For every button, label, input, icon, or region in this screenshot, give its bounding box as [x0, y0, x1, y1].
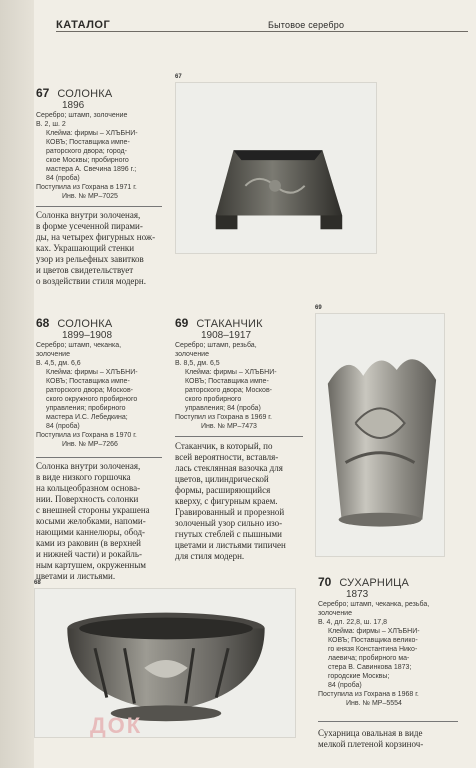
item-68-entry — [36, 316, 171, 449]
item-70-entry — [318, 575, 468, 708]
item-year: 1899–1908 — [62, 330, 113, 341]
item-title: СУХАРНИЦА — [339, 577, 410, 589]
salt-cellar-67-photo — [175, 82, 377, 254]
item-marks: Клейма: фирмы – ХЛЪБНИ- КОВЪ; Поставщика импе- раторского двора; Москов- ского окружного пробирного управления; пробирного мастера И.С. Лебедкина; 84 (проба) — [46, 369, 138, 430]
salt-cellar-68-photo — [34, 588, 296, 738]
item-materials: Серебро; штамп, чеканка, золочение В. 4,5, дм. 6,6 — [36, 342, 122, 367]
item-materials: Серебро; штамп, чеканка, резьба, золочение В. 4, дл. 22,8, ш. 17,8 — [318, 601, 430, 626]
item-number: 67 — [36, 86, 50, 100]
item-title: СОЛОНКА — [57, 88, 113, 100]
item-number: 70 — [318, 575, 332, 589]
item-67-entry — [36, 86, 171, 201]
divider — [36, 206, 162, 207]
item-title: СОЛОНКА — [57, 318, 113, 330]
item-69-description: Стаканчик, в который, по всей вероятности, вставля- лась стеклянная вазочка для цветов, цилиндрической формы, расширяющийся кверху, с фигурным краем. Гравированный и прорезной золоченый узор сильно изо- гнутых стеблей с пышными цветами и листьями типичен для стиля модерн. — [175, 441, 286, 561]
item-number: 68 — [36, 316, 50, 330]
beaker-69-photo — [315, 313, 445, 557]
divider — [175, 436, 303, 437]
figure-label: 67 — [175, 74, 182, 80]
item-67-description: Солонка внутри золоченая, в форме усеченной пирами- ды, на четырех фигурных нож- ках. Украшающий стенки узор из рельефных завитков и цветов свидетельствует о воздействии стиля модерн. — [36, 210, 156, 286]
figure-label: 68 — [34, 580, 41, 586]
item-70-description: Сухарница овальная в виде мелкой плетеной корзиноч- — [318, 728, 424, 749]
item-69-entry — [175, 316, 310, 431]
item-year: 1896 — [62, 100, 85, 111]
item-source: Поступила из Гохрана в 1968 г. Инв. № МР–5554 — [318, 691, 419, 707]
item-number: 69 — [175, 316, 189, 330]
item-source: Поступила из Гохрана в 1971 г. Инв. № МР–7025 — [36, 184, 137, 200]
item-marks: Клейма: фирмы – ХЛЪБНИ- КОВЪ; Поставщика импе- раторского двора; Москов- ского пробирного управления; 84 (проба) — [185, 369, 277, 412]
divider — [318, 721, 458, 722]
item-title: СТАКАНЧИК — [196, 318, 263, 330]
figure-label: 69 — [315, 305, 322, 311]
page-gutter — [0, 0, 34, 768]
item-source: Поступила из Гохрана в 1970 г. Инв. № МР–7266 — [36, 432, 137, 448]
item-marks: Клейма: фирмы – ХЛЪБНИ- КОВЪ; Поставщика велико- го князя Константина Нико- лаевича; пробирного ма- стера В. Савинкова 1873; городские Москвы; 84 (проба) — [328, 628, 420, 689]
item-year: 1908–1917 — [201, 330, 252, 341]
section-title: КАТАЛОГ — [56, 19, 111, 31]
divider — [36, 457, 162, 458]
item-68-description: Солонка внутри золоченая, в виде низкого горшочка на кольцеобразном основа- нии. Поверхность солонки с внешней стороны украшена косыми желобками, напоми- нающими каннелюры, обод- ками из раковин (в верхней и нижней части) и рокайль- ным картушем, окруженным цветами и листьями. — [36, 461, 150, 581]
header-rule — [56, 31, 468, 32]
item-marks: Клейма: фирмы – ХЛЪБНИ- КОВЪ; Поставщика импе- раторского двора; город- ское Москвы; пробирного мастера А. Свечина 1896 г.; 84 (проба) — [46, 130, 138, 182]
item-materials: Серебро; штамп, золочение В. 2, ш. 2 — [36, 112, 128, 128]
item-materials: Серебро; штамп, резьба, золочение В. 8,5, дм. 6,5 — [175, 342, 257, 367]
section-subtitle: Бытовое серебро — [268, 20, 345, 30]
item-source: Поступил из Гохрана в 1969 г. Инв. № МР–7473 — [175, 414, 272, 430]
item-year: 1873 — [346, 589, 369, 600]
watermark-logo: ДОК — [90, 713, 143, 738]
